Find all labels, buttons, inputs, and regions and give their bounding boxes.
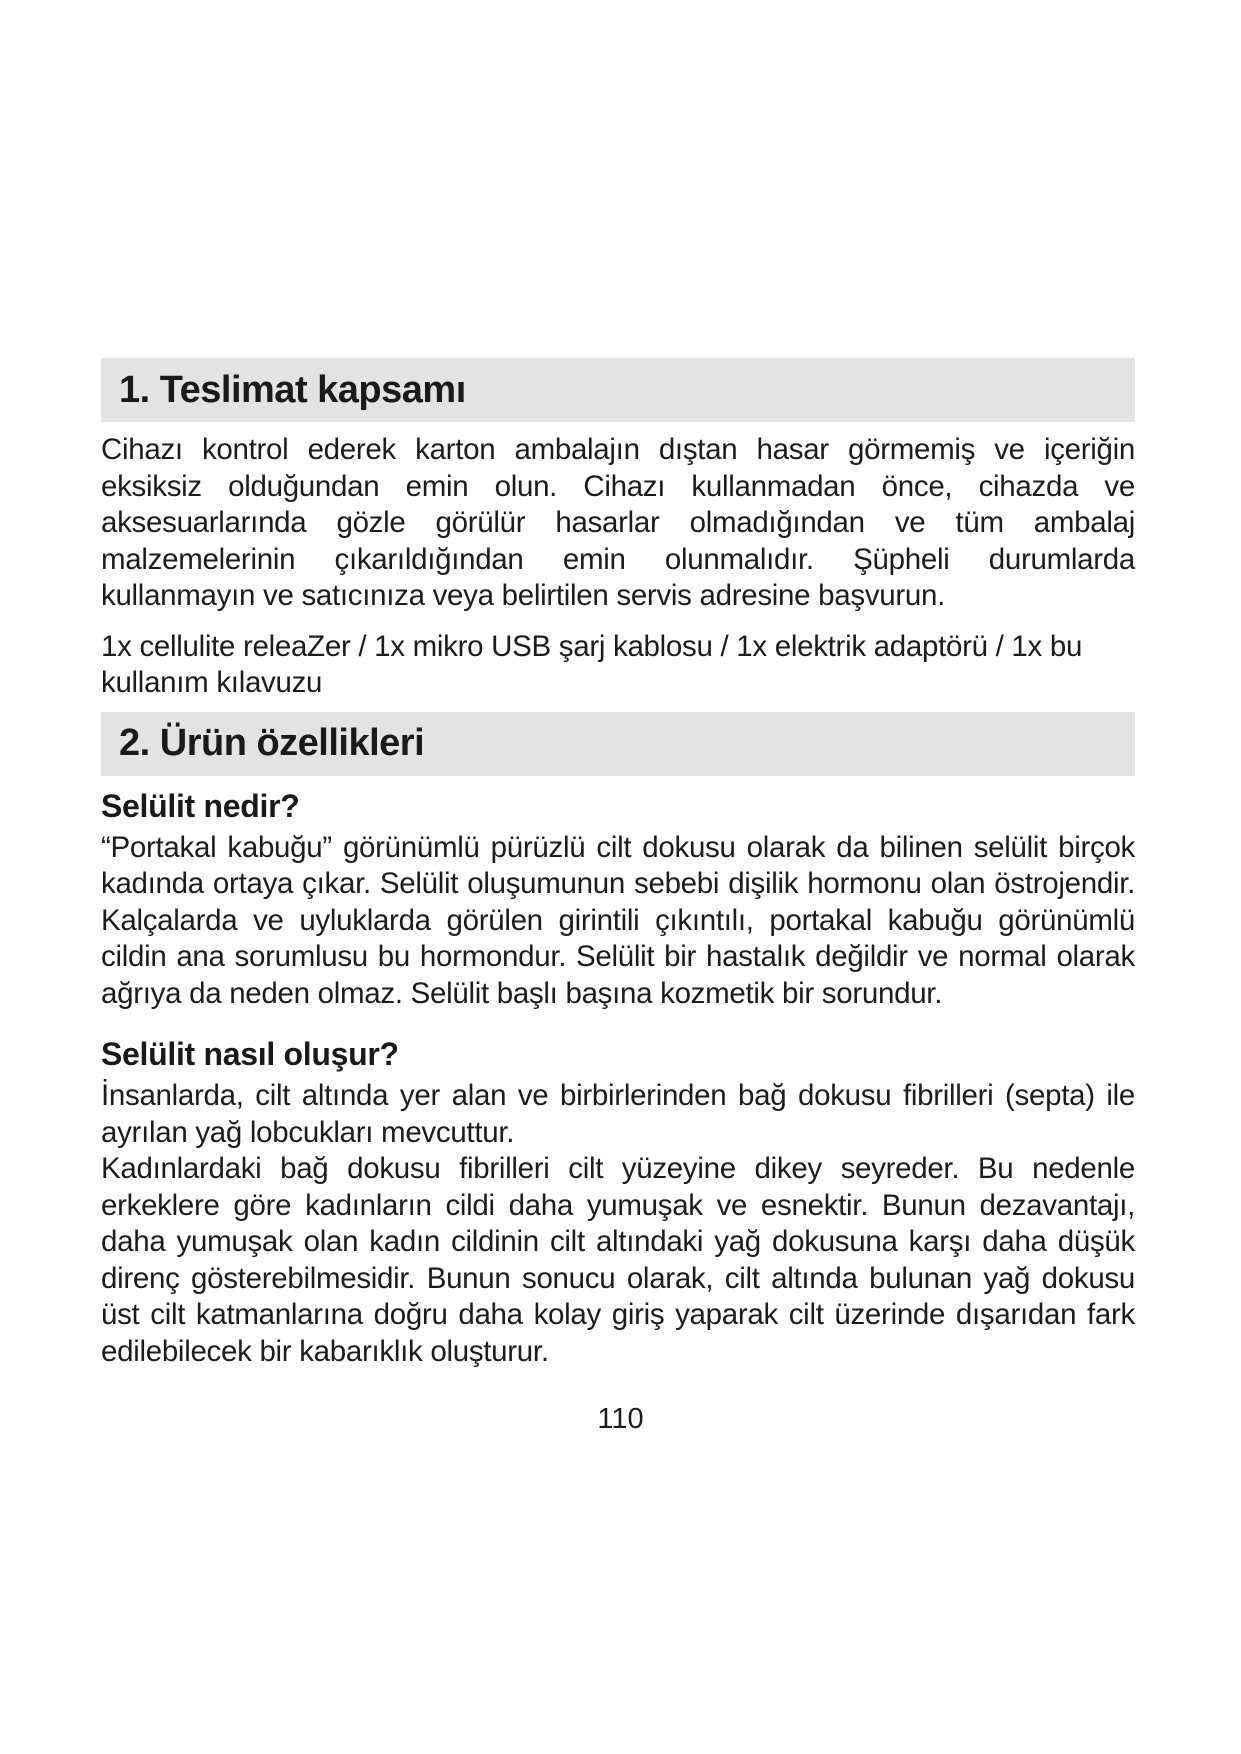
document-page: [101, 358, 1135, 1370]
subsection-heading: Selülit nedir?: [101, 787, 300, 824]
page-number: 110: [597, 1403, 644, 1435]
paragraph: Cihazı kontrol ederek karton ambalajın dıştan hasar görmemiş ve içeriğin eksiksiz olduğundan emin olun. Cihazı kullanmadan önce, cihazda ve aksesuarlarında gözle görülür hasarlar olmadığından ve tüm ambalaj malzemelerinin çıkarıldığından emin olunmalıdır. Şüpheli durumlarda kullanmayın ve satıcınıza veya belirtilen servis adresine başvurun.: [101, 433, 1135, 612]
section-title: 2. Ürün özellikleri: [119, 722, 425, 764]
paragraph: İnsanlarda, cilt altında yer alan ve birbirlerinden bağ dokusu fibrilleri (septa) ile ayrılan yağ lobcukları mevcuttur.: [101, 1079, 1135, 1149]
paragraph: 1x cellulite releaZer / 1x mikro USB şarj kablosu / 1x elektrik adaptörü / 1x bu kullanım kılavuzu: [101, 629, 1083, 699]
section-header-delivery-scope: [101, 358, 1135, 422]
section-title: 1. Teslimat kapsamı: [119, 368, 466, 411]
section-header-product-features: [101, 712, 1135, 776]
subsection-heading: Selülit nasıl oluşur?: [101, 1036, 399, 1072]
paragraph: “Portakal kabuğu” görünümlü pürüzlü cilt dokusu olarak da bilinen selülit birçok kadında ortaya çıkar. Selülit oluşumunun sebebi dişilik hormonu olan östrojendir. Kalçalarda ve uyluklarda görülen girintili çıkıntılı, portakal kabuğu görünümlü cildin ana sorumlusu bu hormondur. Selülit bir hastalık değildir ve normal olarak ağrıya da neden olmaz. Selülit başlı başına kozmetik bir sorundur.: [101, 830, 1135, 1010]
paragraph: Kadınlardaki bağ dokusu fibrilleri cilt yüzeyine dikey seyreder. Bu nedenle erkeklere göre kadınların cildi daha yumuşak ve esnektir. Bunun dezavantajı, daha yumuşak olan kadın cildinin cilt altındaki yağ dokusuna karşı daha düşük direnç gösterebilmesidir. Bunun sonucu olarak, cilt altında bulunan yağ dokusu üst cilt katmanlarına doğru daha kolay giriş yaparak cilt üzerinde dışarıdan fark edilebilecek bir kabarıklık oluşturur.: [101, 1152, 1135, 1368]
